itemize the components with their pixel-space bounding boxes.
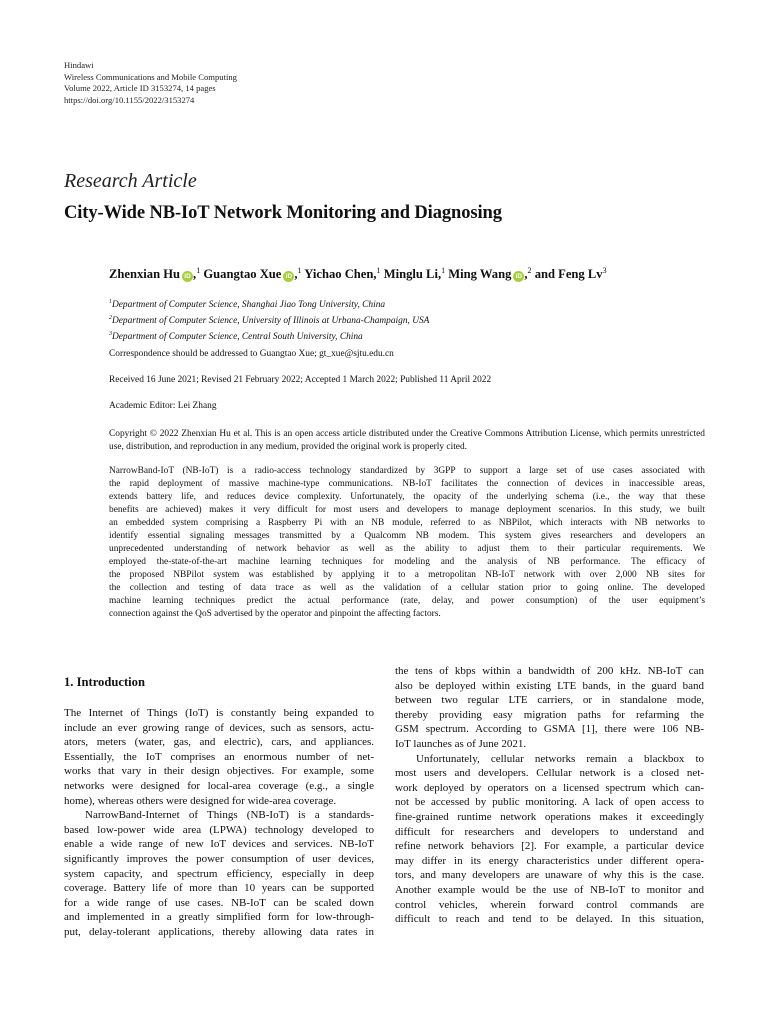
text-line: refine network behaviors [2]. For example, a particular device <box>395 840 704 853</box>
text-line: Unfortunately, cellular networks remain a blackbox to <box>416 752 704 765</box>
publication-dates: Received 16 June 2021; Revised 21 February 2022; Accepted 1 March 2022; Published 11 April 2022 <box>109 375 492 385</box>
text-line: employed the-state-of-the-art machine learning techniques for modeling and the analysis of NB performance. The efficacy of <box>109 557 705 567</box>
author-separator: , <box>524 267 528 281</box>
journal-name: Wireless Communications and Mobile Computing <box>64 71 237 82</box>
author-separator: , <box>193 267 197 281</box>
text-line: for a wide range of use cases. NB-IoT can be scaled down <box>64 896 374 909</box>
author-separator: , <box>294 267 298 281</box>
doi-link[interactable]: https://doi.org/10.1155/2022/3153274 <box>64 94 195 105</box>
text-line: extends battery life, and reduces device complexity. Unfortunately, the opacity of the underlying schema (i.e., the way that these <box>109 492 705 502</box>
orcid-icon[interactable]: iD <box>513 271 524 282</box>
text-line: benefits are achieved) makes it very difficult for most users and developers to manage deployment scenarios. In this study, we built <box>109 505 705 515</box>
text-line: NarrowBand-Internet of Things (NB-IoT) is a standards- <box>85 809 374 822</box>
text-line: tors, and many developers are unaware of why this is the case. <box>395 869 704 882</box>
text-line: significantly improves the power consumption of user devices, <box>64 852 374 865</box>
text-line: networks were designed for local-area coverage (e.g., a single <box>64 779 374 792</box>
author-list <box>109 266 607 282</box>
author-affiliation-number: 1 <box>441 266 446 275</box>
text-line: ators, meters (water, gas, and electric), cars, and appliances. <box>64 736 374 749</box>
affiliations <box>109 296 429 344</box>
text-line: work deployed by operators on a licensed spectrum which can- <box>395 781 704 794</box>
author-name: and Feng Lv <box>534 267 603 281</box>
text-line: and implemented in a greatly simplified form for low-through- <box>64 911 374 924</box>
volume-info: Volume 2022, Article ID 3153274, 14 pages <box>64 83 216 93</box>
orcid-icon[interactable]: iD <box>182 271 193 282</box>
text-line: NarrowBand-IoT (NB-IoT) is a radio-access technology standardized by 3GPP to support a large set of use cases associated with <box>109 466 705 476</box>
text-line: coverage. Battery life of more than 10 years can be supported <box>64 882 374 895</box>
text-line: works that vary in their design objectives. For example, some <box>64 765 374 778</box>
copyright-notice: Copyright © 2022 Zhenxian Hu et al. This is an open access article distributed under the Creative Commons Attribution License, which permits unrestricted use, distribution, and reproduction in any medium, provided the original work is properly cited. <box>109 429 705 452</box>
text-line: the rapid deployment of massive machine-type communications. NB-IoT facilitates the connection of devices in inaccessible areas, <box>109 479 705 489</box>
text-line: Essentially, the IoT comprises an enormous number of net- <box>64 750 374 763</box>
text-line: difficult for researchers and developers to understand and <box>395 825 704 838</box>
text-line: may differ in its energy characteristics under different opera- <box>395 854 704 867</box>
text-line: most users and developers. Cellular network is a closed net- <box>395 767 704 780</box>
text-line: difficult to reach and tend to be delayed. In this situation, <box>395 913 704 926</box>
affiliation-1: $^1$Department of Computer Science, Shanghai Jiao Tong University, China <box>109 299 386 310</box>
body-column-right <box>395 664 704 927</box>
author-affiliation-number: 3 <box>602 266 607 275</box>
author-name: Yichao Chen <box>304 267 374 281</box>
abstract <box>109 465 705 621</box>
author-affiliation-number: 1 <box>376 266 381 275</box>
text-line: enable a wide range of new IoT devices and services. NB-IoT <box>64 838 374 851</box>
text-line: Another example would be the use of NB-IoT to monitor and <box>395 883 704 896</box>
text-line: home), whereas others were designed for wide-area coverage. <box>64 794 337 807</box>
paper-title: City-Wide NB-IoT Network Monitoring and Diagnosing <box>64 203 502 223</box>
text-line: an embedded system comprising a Raspberry Pi with an NB module, referred to as NBPilot, which interacts with NB networks to <box>109 518 705 528</box>
text-line: connection against the QoS advertised by the operator and pinpoint the affecting factors. <box>109 609 441 619</box>
text-line: The Internet of Things (IoT) is constantly being expanded to <box>64 707 374 719</box>
author-separator: , <box>437 267 442 281</box>
text-line: the proposed NBPilot system was established by applying it to a metropolitan NB-IoT network with over 2,000 NB sites for <box>109 570 705 580</box>
article-type: Research Article <box>64 170 197 192</box>
text-line: identify essential signaling messages transmitted by a Qualcomm NB modem. This system gives researchers and developers an <box>109 531 705 541</box>
author-affiliation-number: 2 <box>527 266 532 275</box>
correspondence: Correspondence should be addressed to Guangtao Xue; gt_xue@sjtu.edu.cn <box>109 349 394 359</box>
author-name: Ming Wang <box>448 267 512 281</box>
text-line: the tens of kbps within a bandwidth of 200 kHz. NB-IoT can <box>395 665 704 677</box>
text-line: the collection and testing of data trace as well as the validation of a cellular station prior to going online. The developed <box>109 583 705 593</box>
publisher-name: Hindawi <box>64 60 94 70</box>
author-separator: , <box>373 267 377 281</box>
orcid-icon[interactable]: iD <box>283 271 294 282</box>
text-line: put, delay-tolerant applications, thereby allowing data rates in <box>64 925 374 938</box>
text-line: unprecedented understanding of network behavior as well as the ability to adjust them to their particular requirements. We <box>109 544 705 554</box>
text-line: system capacity, and spectrum efficiency, especially in deep <box>64 867 374 880</box>
author-affiliation-number: 1 <box>297 266 302 275</box>
text-line: include an ever growing range of devices, such as sensors, actu- <box>64 721 374 734</box>
text-line: GSM spectrum. According to GSMA [1], there were 106 NB- <box>395 723 704 736</box>
text-line: thereby providing easy migration paths for refarming the <box>395 708 704 721</box>
text-line: machine learning techniques predict the actual performance (rate, delay, and power consumption) of the user equipment’s <box>109 596 705 606</box>
affiliation-2: $^2$Department of Computer Science, University of Illinois at Urbana-Champaign, USA <box>109 315 430 326</box>
author-name: Guangtao Xue <box>203 267 282 281</box>
section-heading-introduction: 1. Introduction <box>64 675 145 689</box>
author-affiliation-number: 1 <box>196 266 201 275</box>
text-line: IoT launches as of June 2021. <box>395 737 527 750</box>
affiliation-3: $^3$Department of Computer Science, Central South University, China <box>109 331 363 342</box>
body-column-left <box>64 706 374 940</box>
academic-editor: Academic Editor: Lei Zhang <box>109 401 217 411</box>
journal-header <box>64 60 237 106</box>
text-line: control vehicles, wherein forward control commands are <box>395 898 704 911</box>
author-name: Zhenxian Hu <box>109 267 181 281</box>
text-line: fine-grained runtime network operations makes it exceedingly <box>395 810 704 823</box>
text-line: also be deployed within existing LTE bands, in the guard band <box>395 679 704 692</box>
text-line: between two regular LTE carriers, or in standalone mode, <box>395 694 704 707</box>
text-line: based low-power wide area (LPWA) technology developed to <box>64 823 374 836</box>
author-name: Minglu Li <box>383 267 438 281</box>
text-line: not be accessed by public monitoring. A lack of open access to <box>395 796 704 809</box>
